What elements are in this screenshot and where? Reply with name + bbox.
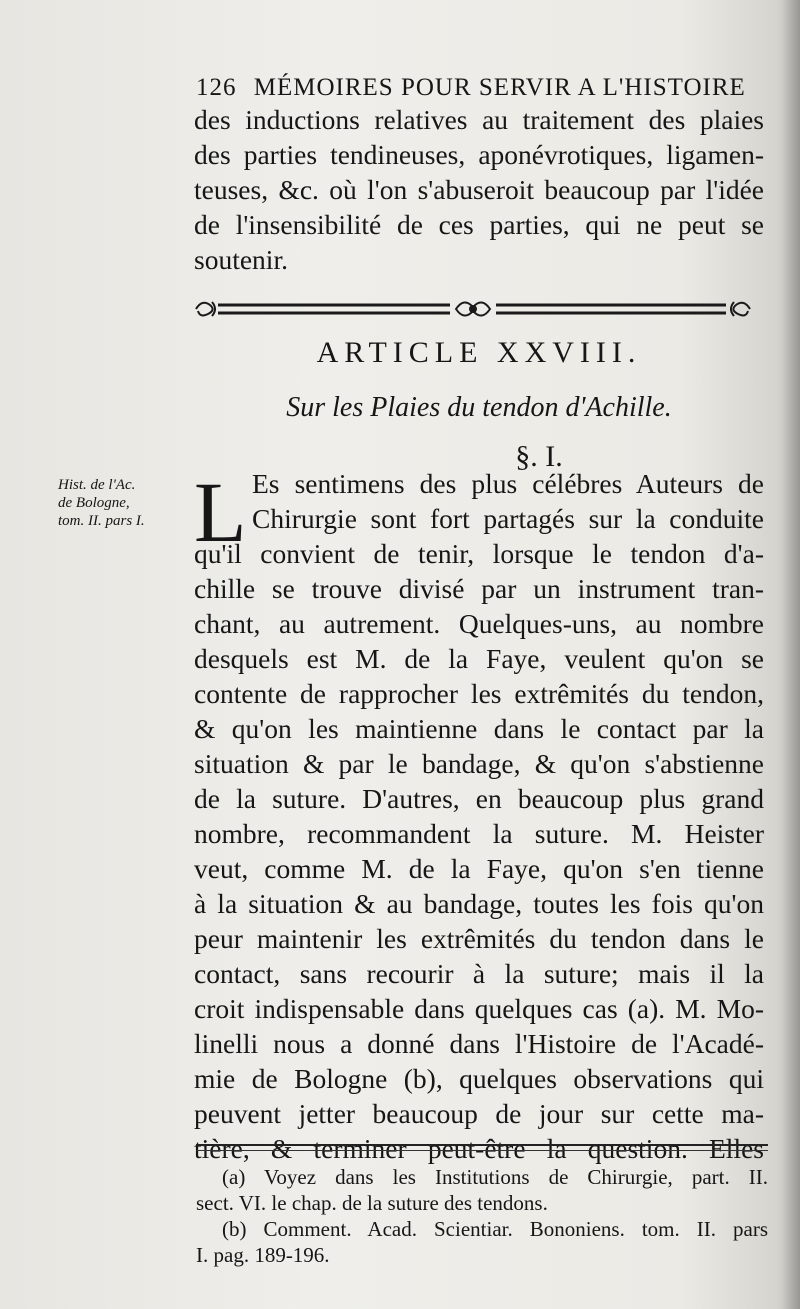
margin-note-line: de Bologne, [58,495,130,511]
footnote-line: (b) Comment. Acad. Scientiar. Bononiens. tom. II. pars [222,1217,768,1241]
footnote-line: (a) Voyez dans les Institutions de Chirurgie, part. II. [222,1165,768,1189]
text-line: tière, & terminer peut-être la question. Elles [194,1133,764,1164]
text-line: à la situation & au bandage, toutes les fois qu'on [194,888,764,919]
text-line: Es sentimens des plus célébres Auteurs de [252,468,764,499]
text-line: des inductions relatives au traitement des plaies [194,104,764,135]
drop-cap: L [194,464,247,560]
intro-paragraph [194,102,764,277]
text-line: veut, comme M. de la Faye, qu'on s'en tienne [194,853,764,884]
footnote-line: sect. VI. le chap. de la suture des tendons. [196,1191,548,1215]
margin-note [58,476,188,530]
footnote-rule-thin [196,1150,768,1151]
text-line: de l'insensibilité de ces parties, qui ne peut se [194,209,764,240]
article-subtitle: Sur les Plaies du tendon d'Achille. [286,392,672,423]
text-line: teuses, &c. où l'on s'abuseroit beaucoup par l'idée [194,174,764,205]
text-line: qu'il convient de tenir, lorsque le tendon d'a- [194,538,764,569]
text-line: desquels est M. de la Faye, veulent qu'on se [194,643,764,674]
text-line: & qu'on les maintienne dans le contact par la [194,713,764,744]
running-header [196,74,766,102]
text-line: de la suture. D'autres, en beaucoup plus grand [194,783,764,814]
margin-note-line: Hist. de l'Ac. [58,477,136,493]
text-line: soutenir. [194,244,288,275]
text-line: situation & par le bandage, & qu'on s'abstienne [194,748,764,779]
section-mark: §. I. [515,440,563,473]
text-line: chille se trouve divisé par un instrument tran- [194,573,764,604]
text-line: Chirurgie sont fort partagés sur la conduite [252,503,764,534]
text-line: contact, sans recourir à la suture; mais il la [194,958,764,989]
footnote-rule [196,1144,768,1146]
footnote-line: I. pag. 189-196. [196,1243,330,1267]
text-line: nombre, recommandent la suture. M. Heister [194,818,764,849]
body-paragraph [194,466,764,1166]
running-title: MÉMOIRES POUR SERVIR A L'HISTOIRE [253,74,746,101]
page-edge-shadow [782,0,800,1309]
text-line: croit indispensable dans quelques cas (a). M. Mo- [194,993,764,1024]
ornamental-divider [194,294,752,324]
text-line: mie de Bologne (b), quelques observations qui [194,1063,764,1094]
text-line: linelli nous a donné dans l'Histoire de l'Acadé- [194,1028,764,1059]
margin-note-line: tom. II. pars I. [58,513,145,529]
page-number: 126 [196,74,237,101]
footnotes [196,1164,768,1268]
text-line: peur maintenir les extrêmités du tendon dans le [194,923,764,954]
text-line: chant, au autrement. Quelques-uns, au nombre [194,608,764,639]
article-title: ARTICLE XXVIII. [316,336,642,369]
text-line: peuvent jetter beaucoup de jour sur cette ma- [194,1098,764,1129]
text-line: des parties tendineuses, aponévrotiques, ligamen- [194,139,764,170]
text-line: contente de rapprocher les extrêmités du tendon, [194,678,764,709]
